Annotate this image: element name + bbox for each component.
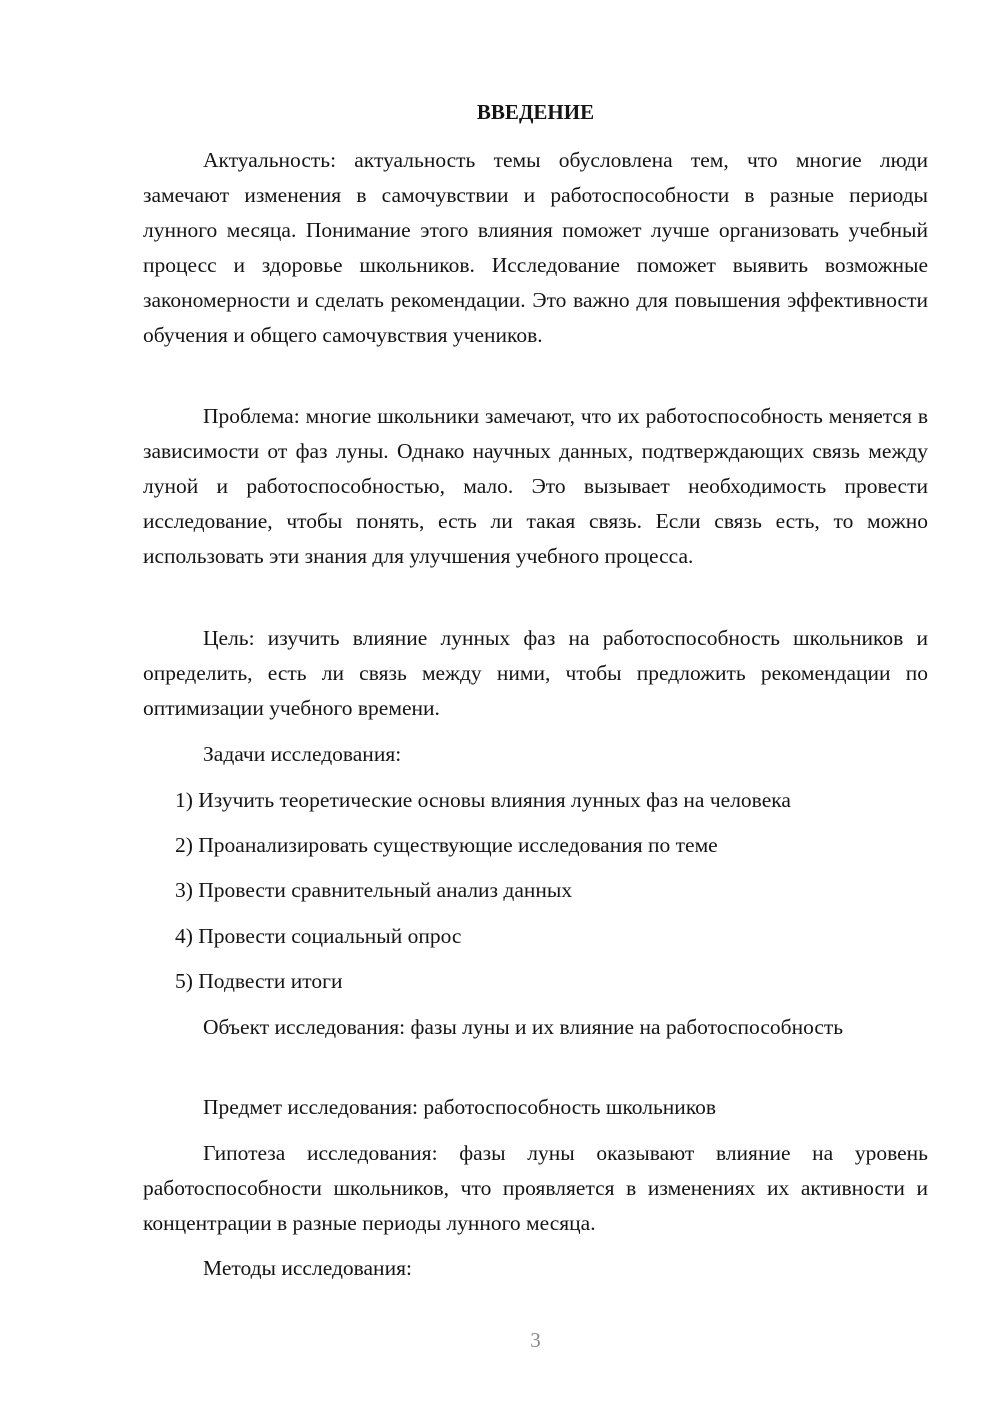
hypothesis-paragraph: Гипотеза исследования: фазы луны оказывают влияние на уровень работоспособности школьников, что проявляется в изменениях их активности и концентрации в разные периоды лунного месяца. — [143, 1141, 928, 1235]
task-item: 1) Изучить теоретические основы влияния лунных фаз на человека — [175, 788, 791, 812]
problem-paragraph: Проблема: многие школьники замечают, что их работоспособность меняется в зависимости от фаз луны. Однако научных данных, подтверждающих связь между луной и работоспособностью, мало. Это вызывает необходимость провести исследование, чтобы понять, есть ли такая связь. Если связь есть, то можно использовать эти знания для улучшения учебного процесса. — [143, 404, 928, 568]
task-item: 3) Провести сравнительный анализ данных — [175, 878, 573, 902]
object-paragraph: Объект исследования: фазы луны и их влияние на работоспособность — [203, 1015, 844, 1039]
page-number: 3 — [530, 1328, 541, 1352]
section-title: ВВЕДЕНИЕ — [476, 100, 595, 124]
goal-paragraph: Цель: изучить влияние лунных фаз на работоспособность школьников и определить, есть ли связь между ними, чтобы предложить рекомендации по оптимизации учебного времени. — [143, 626, 928, 720]
subject-paragraph: Предмет исследования: работоспособность школьников — [203, 1095, 717, 1119]
methods-heading: Методы исследования: — [203, 1256, 412, 1280]
task-item: 2) Проанализировать существующие исследования по теме — [175, 833, 718, 857]
relevance-paragraph: Актуальность: актуальность темы обусловлена тем, что многие люди замечают изменения в самочувствии и работоспособности в разные периоды лунного месяца. Понимание этого влияния поможет лучше организовать учебный процесс и здоровье школьников. Исследование поможет выявить возможные закономерности и сделать рекомендации. Это важно для повышения эффективности обучения и общего самочувствия учеников. — [143, 148, 928, 347]
tasks-heading: Задачи исследования: — [203, 742, 402, 766]
task-item: 5) Подвести итоги — [175, 969, 343, 993]
task-item: 4) Провести социальный опрос — [175, 924, 462, 948]
